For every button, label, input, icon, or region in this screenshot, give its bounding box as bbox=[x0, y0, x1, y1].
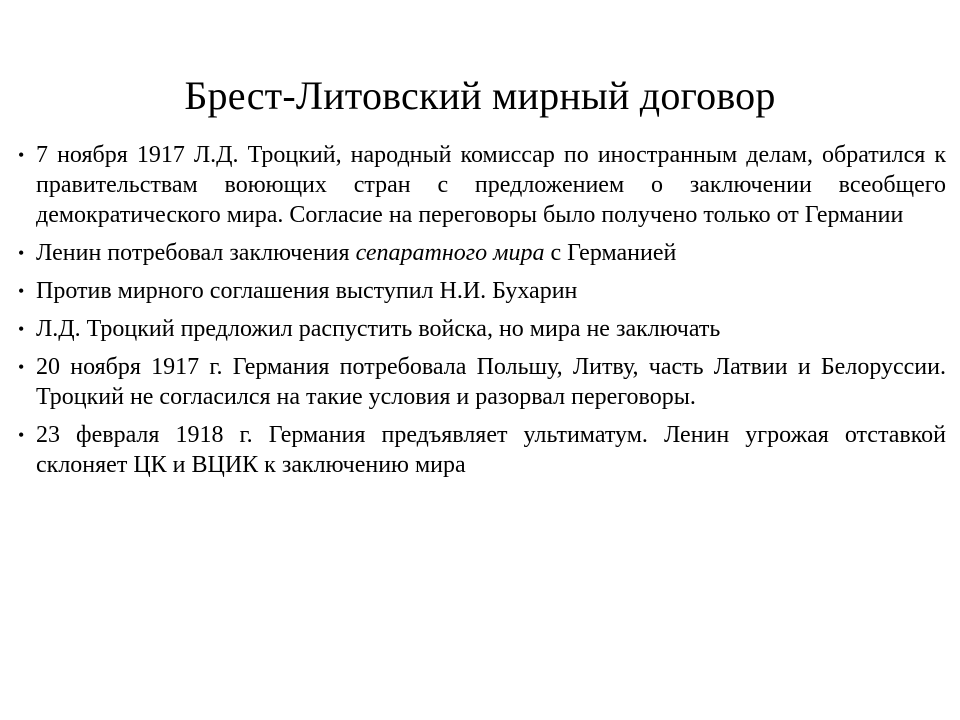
bullet-text-after: с Германией bbox=[544, 240, 677, 266]
bullet-icon: • bbox=[18, 357, 25, 377]
bullet-icon: • bbox=[18, 145, 25, 165]
slide-title: Брест-Литовский мирный договор bbox=[184, 73, 776, 118]
bullet-icon: • bbox=[18, 281, 25, 301]
bullet-text: Против мирного соглашения выступил Н.И. Бухарин bbox=[36, 278, 578, 304]
bullet-item-6 bbox=[18, 420, 946, 480]
bullet-text: Л.Д. Троцкий предложил распустить войска, но мира не заключать bbox=[36, 316, 721, 342]
bullet-item-5 bbox=[18, 352, 946, 412]
bullet-text-italic: сепаратного мира bbox=[355, 240, 545, 266]
bullet-icon: • bbox=[18, 425, 25, 445]
bullet-item-1 bbox=[18, 140, 946, 230]
bullet-item-4 bbox=[18, 314, 946, 344]
bullet-text: 20 ноября 1917 г. Германия потребовала Польшу, Литву, часть Латвии и Белоруссии. Троцкий не согласился на такие условия и разорвал переговоры. bbox=[36, 354, 946, 410]
bullet-item-2 bbox=[18, 238, 946, 268]
bullet-item-3 bbox=[18, 276, 946, 306]
bullet-text: 23 февраля 1918 г. Германия предъявляет ультиматум. Ленин угрожая отставкой склоняет ЦК и ВЦИК к заключению мира bbox=[36, 422, 946, 478]
bullet-icon: • bbox=[18, 319, 25, 339]
bullet-list bbox=[18, 140, 946, 488]
bullet-text bbox=[36, 240, 676, 266]
bullet-icon: • bbox=[18, 243, 25, 263]
bullet-text: 7 ноября 1917 Л.Д. Троцкий, народный комиссар по иностранным делам, обратился к правительствам воюющих стран с предложением о заключении всеобщего демократического мира. Согласие на переговоры было получено только от Германии bbox=[36, 142, 946, 228]
bullet-text-before: Ленин потребовал заключения bbox=[36, 240, 356, 266]
